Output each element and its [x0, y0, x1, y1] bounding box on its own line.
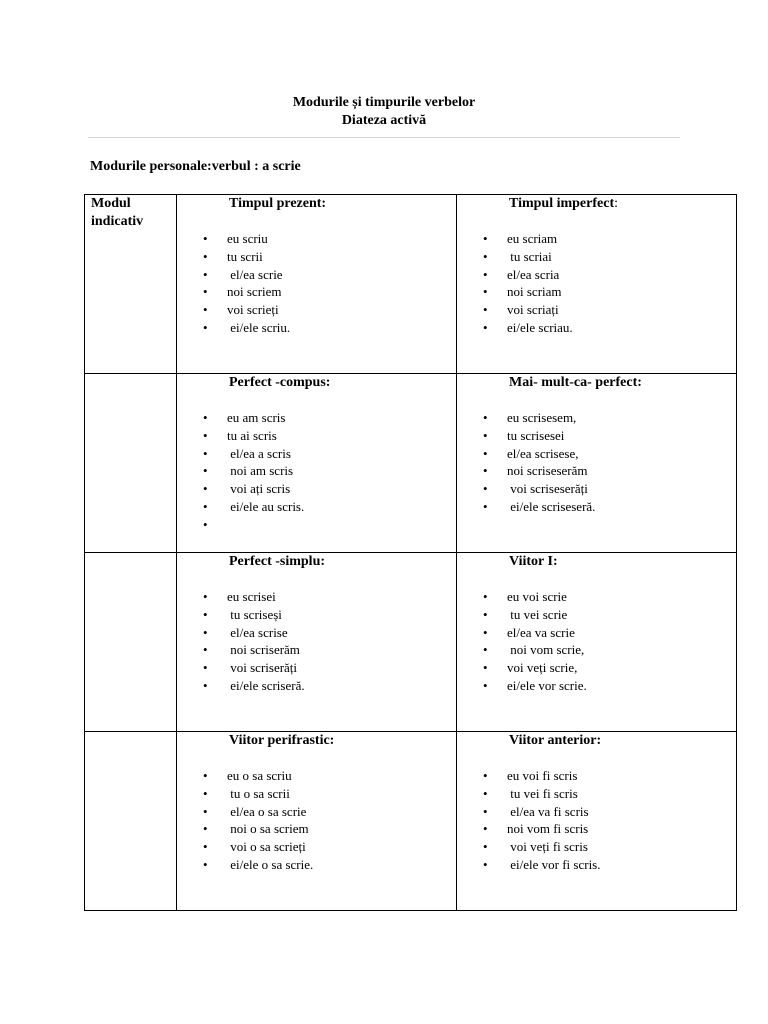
list-item: • tu scrisesei — [457, 427, 736, 445]
tense-cell — [177, 195, 457, 374]
list-item: • ei/ele vor scrie. — [457, 677, 736, 695]
list-item: • voi scriseserăți — [457, 480, 736, 498]
list-item: • ei/ele au scris. — [177, 498, 456, 516]
section-heading: Modurile personale:verbul : a scrie — [90, 159, 301, 174]
tense-name: Perfect -compus: — [229, 375, 331, 390]
tense-colon: : — [614, 196, 619, 211]
tense-name: Perfect -simplu: — [229, 554, 326, 569]
list-item: • eu o sa scriu — [177, 767, 456, 785]
mode-cell — [85, 553, 177, 732]
tense-name: Viitor I: — [509, 554, 558, 569]
tense-name: Viitor perifrastic: — [229, 733, 335, 748]
list-item: • eu am scris — [177, 409, 456, 427]
list-item: • noi am scris — [177, 462, 456, 480]
list-item: • noi o sa scriem — [177, 820, 456, 838]
tense-name: Viitor anterior: — [509, 733, 602, 748]
mode-cell — [85, 374, 177, 553]
list-item: • eu voi scrie — [457, 588, 736, 606]
tense-heading — [177, 195, 456, 213]
list-item: • el/ea va fi scris — [457, 803, 736, 821]
table-row — [85, 195, 737, 374]
list-item: • tu ai scris — [177, 427, 456, 445]
list-item: • ei/ele o sa scrie. — [177, 856, 456, 874]
tense-cell — [177, 374, 457, 553]
conjugation-list — [177, 409, 456, 534]
conjugation-list — [457, 409, 736, 516]
list-item: • el/ea o sa scrie — [177, 803, 456, 821]
tense-cell — [177, 732, 457, 911]
list-item: • voi o sa scrieți — [177, 838, 456, 856]
list-item: • noi scriserăm — [177, 641, 456, 659]
list-item: • tu scriai — [457, 248, 736, 266]
document-subtitle: Diateza activă — [341, 113, 427, 128]
list-item: • noi scriseserăm — [457, 462, 736, 480]
list-item: • voi scriați — [457, 301, 736, 319]
tense-heading — [457, 195, 736, 213]
tense-cell — [457, 195, 737, 374]
list-item: • noi vom fi scris — [457, 820, 736, 838]
list-item: • voi veți fi scris — [457, 838, 736, 856]
tense-cell — [177, 553, 457, 732]
list-item: • noi vom scrie, — [457, 641, 736, 659]
list-item: • eu scriam — [457, 230, 736, 248]
table-row — [85, 553, 737, 732]
list-item: • tu scrii — [177, 248, 456, 266]
conjugation-list — [457, 588, 736, 695]
list-item: • noi scriem — [177, 283, 456, 301]
list-item: • eu scrisesem, — [457, 409, 736, 427]
tense-cell — [457, 553, 737, 732]
conjugation-list — [177, 767, 456, 874]
mode-cell — [85, 732, 177, 911]
tense-heading — [457, 732, 736, 750]
list-item: • el/ea scrisese, — [457, 445, 736, 463]
tense-heading — [177, 374, 456, 392]
list-item: • eu voi fi scris — [457, 767, 736, 785]
list-item: • tu scriseși — [177, 606, 456, 624]
tense-name: Timpul imperfect — [509, 196, 615, 211]
list-item: • eu scriu — [177, 230, 456, 248]
list-item: • ei/ele vor fi scris. — [457, 856, 736, 874]
conjugation-list — [457, 230, 736, 337]
list-item: • el/ea va scrie — [457, 624, 736, 642]
list-item: • ei/ele scriau. — [457, 319, 736, 337]
tense-cell — [457, 732, 737, 911]
list-item: • voi veți scrie, — [457, 659, 736, 677]
list-item: • eu scrisei — [177, 588, 456, 606]
list-item: • el/ea scrise — [177, 624, 456, 642]
list-item: • voi scriserăți — [177, 659, 456, 677]
list-item: • voi ați scris — [177, 480, 456, 498]
conjugation-list — [457, 767, 736, 874]
tense-name: Mai- mult-ca- perfect: — [509, 375, 642, 390]
tense-heading — [457, 553, 736, 571]
mode-cell — [85, 195, 177, 374]
tense-heading — [457, 374, 736, 392]
tense-heading — [177, 732, 456, 750]
list-item: • tu o sa scrii — [177, 785, 456, 803]
list-item: • ei/ele scriu. — [177, 319, 456, 337]
tense-name: Timpul prezent: — [229, 196, 327, 211]
tense-cell — [457, 374, 737, 553]
mode-label: Modul indicativ — [91, 196, 144, 229]
conjugation-list — [177, 230, 456, 337]
list-item: • ei/ele scriseră. — [177, 677, 456, 695]
list-item — [177, 516, 456, 534]
list-item: • el/ea a scris — [177, 445, 456, 463]
list-item: • voi scrieți — [177, 301, 456, 319]
list-item: • el/ea scrie — [177, 266, 456, 284]
table-row — [85, 374, 737, 553]
conjugation-list — [177, 588, 456, 695]
tense-heading — [177, 553, 456, 571]
list-item: • noi scriam — [457, 283, 736, 301]
document-title: Modurile și timpurile verbelor — [292, 95, 476, 110]
conjugation-table — [84, 194, 737, 911]
table-row — [85, 732, 737, 911]
list-item: • ei/ele scriseseră. — [457, 498, 736, 516]
list-item: • el/ea scria — [457, 266, 736, 284]
list-item: • tu vei fi scris — [457, 785, 736, 803]
header-divider — [88, 137, 680, 138]
list-item: • tu vei scrie — [457, 606, 736, 624]
